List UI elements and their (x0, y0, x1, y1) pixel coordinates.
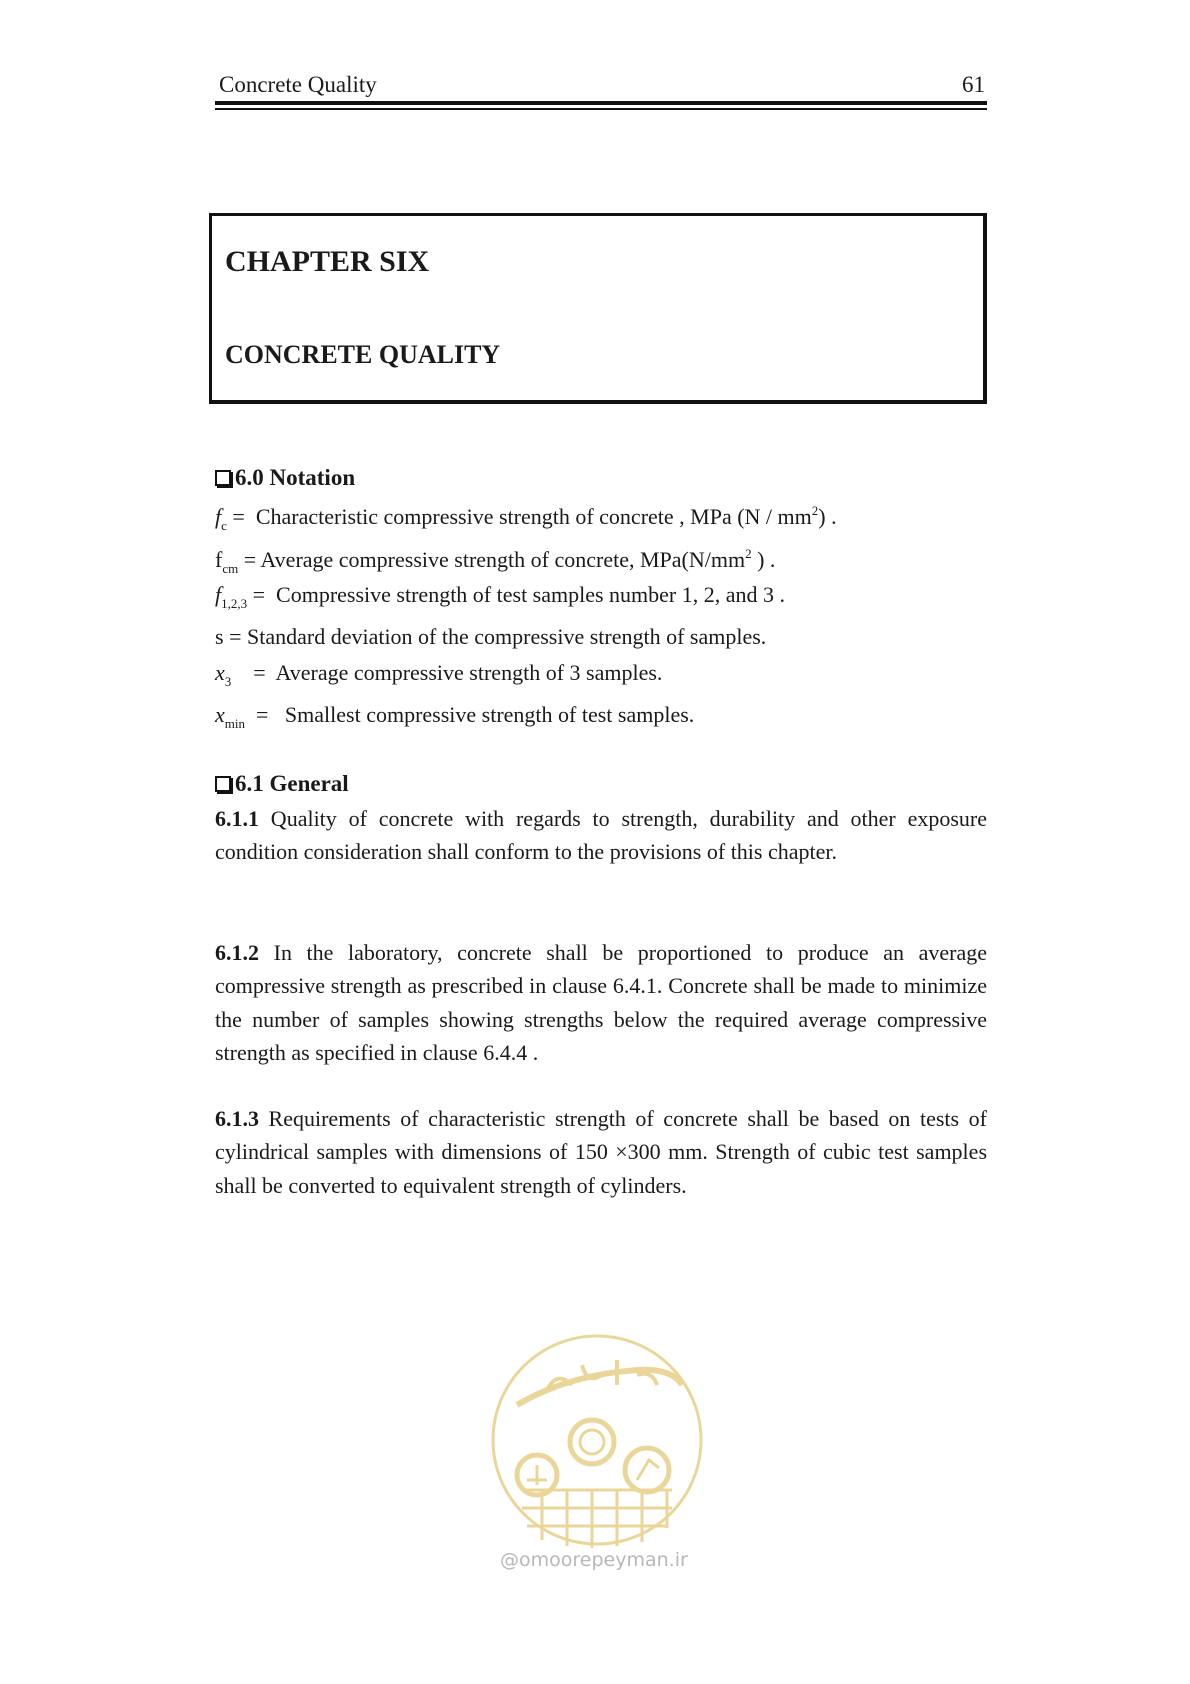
notation-xmin: $x_{min}$ = Smallest compressive strength of test samples. (215, 702, 695, 731)
watermark-logo-icon (487, 1330, 707, 1550)
paragraph-6-1-3: 6.1.3 Requirements of characteristic strength of concrete shall be based on tests of cylindrical samples with dimensions of 150 ×300 mm. Strength of cubic test samples shall be converted to equivalent strength of cylinders. (215, 1106, 987, 1198)
paragraph-6-1-1: 6.1.1 Quality of concrete with regards to strength, durability and other exposure condition consideration shall conform to the provisions of this chapter. (215, 806, 987, 865)
paragraph-6-1-2: 6.1.2 In the laboratory, concrete shall be proportioned to produce an average compressive strength as prescribed in clause 6.4.1. Concrete shall be made to minimize the number of samples showing strengths below the required average compressive strength as specified in clause 6.4.4 . (215, 940, 987, 1065)
page-number: 61 (962, 72, 985, 97)
notation-f123: $f_{1,2,3}$ = Compressive strength of test samples number 1, 2, and 3 . (215, 582, 786, 611)
page-header (215, 70, 987, 100)
notation-fcm: $f_{cm}$ = Average compressive strength of concrete, $MPa(N/mm^2$ ) . (215, 546, 776, 576)
header-rule-thick (215, 101, 987, 105)
notation-x3: $x_3$ = Average compressive strength of 3 samples. (215, 660, 663, 689)
watermark-site-label: @omoorepeyman.ir (500, 1549, 688, 1571)
checkbox-bullet-icon (215, 470, 231, 486)
chapter-number: CHAPTER SIX (225, 245, 430, 278)
notation-s: s = Standard deviation of the compressive strength of samples. (215, 624, 767, 649)
checkbox-bullet-icon (215, 776, 231, 792)
header-rule-thin (215, 108, 987, 110)
running-title: Concrete Quality (219, 72, 377, 97)
section-heading-general: 6.1 General (215, 771, 349, 797)
chapter-title: CONCRETE QUALITY (225, 340, 501, 369)
section-heading-notation: 6.0 Notation (215, 465, 355, 491)
chapter-title-box (209, 213, 987, 404)
notation-fc: $f_c$ = Characteristic compressive strength of concrete , MPa $(N / mm^2)$ . (215, 503, 837, 533)
